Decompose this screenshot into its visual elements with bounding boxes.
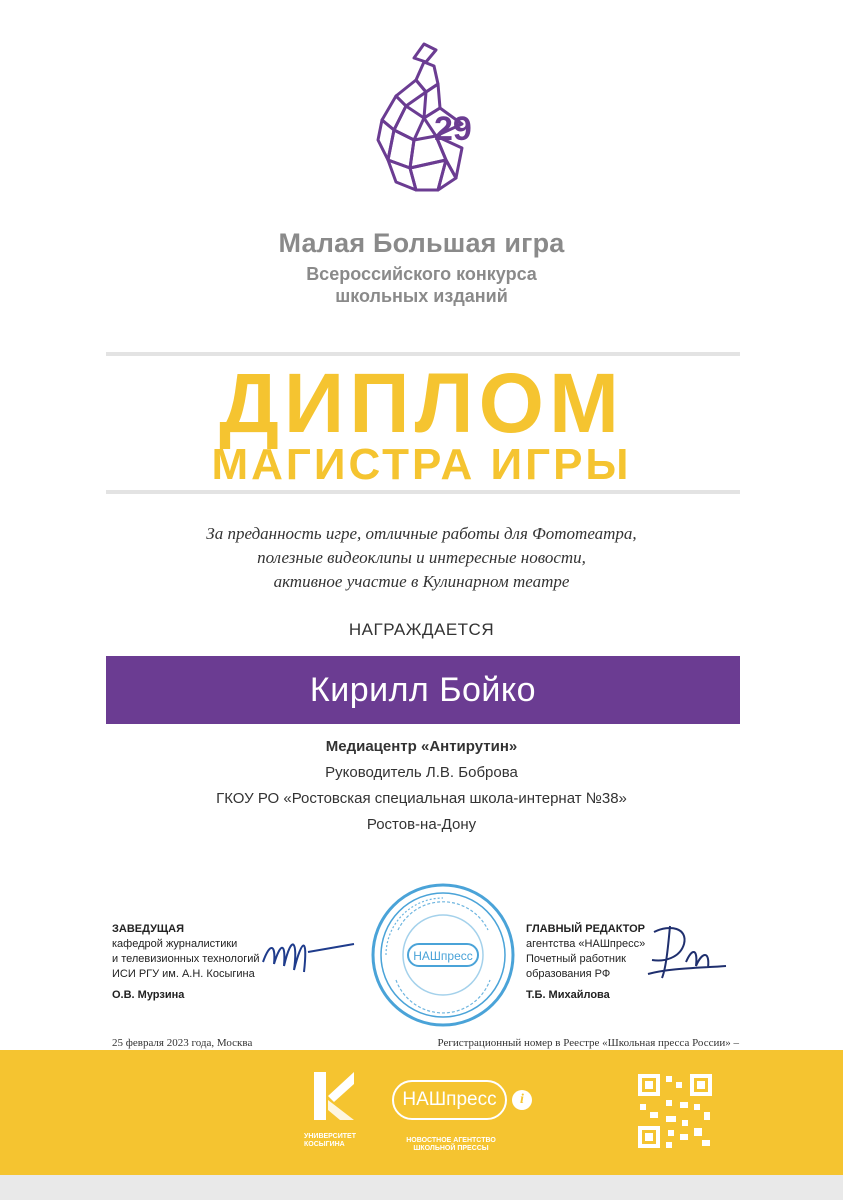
registry-prefix: Регистрационный номер в Реестре «Школьная пресса России» – [437,1037,739,1049]
bottom-divider [106,490,740,494]
logo-number: 29 [434,110,472,148]
organization-leader: Руководитель Л.В. Боброва [325,764,518,781]
reason-line2: полезные видеоклипы и интересные новости, [257,548,586,567]
diploma-title: ДИПЛОМ [219,356,624,450]
left-signatory-line2: кафедрой журналистики [112,938,238,950]
university-line1: УНИВЕРСИТЕТ [304,1133,356,1140]
nashpress-caption [396,1137,506,1153]
left-signatory-line3: и телевизионных технологий [112,953,260,965]
nashpress-logo: НАШпресс [392,1080,507,1120]
left-signatory-title: ЗАВЕДУЩАЯ [112,923,184,935]
stamp-text: НАШпресс [413,949,473,963]
right-signature-icon [640,918,730,988]
info-icon: i [512,1090,532,1110]
diploma-subtitle: МАГИСТРА ИГРЫ [211,440,632,489]
recipient-name: Кирилл Бойко [106,656,740,724]
organization-city: Ростов-на-Дону [366,816,477,833]
right-signatory-line3: Почетный работник [526,953,626,965]
nashpress-line2: ШКОЛЬНОЙ ПРЕССЫ [413,1145,489,1152]
right-signatory-title: ГЛАВНЫЙ РЕДАКТОР [526,923,646,935]
event-title: Малая Большая игра [278,228,565,258]
reason-line1: За преданность игре, отличные работы для Фототеатра, [206,524,637,543]
organization-school: ГКОУ РО «Ростовская специальная школа-интернат №38» [216,790,627,807]
bottom-strip [0,1175,843,1200]
date-place: 25 февраля 2023 года, Москва [112,1037,253,1049]
left-signatory-line4: ИСИ РГУ им. А.Н. Косыгина [112,968,255,980]
pear-logo-icon [366,40,496,200]
event-subtitle-line1: Всероссийского конкурса [306,264,537,284]
organization-name: Медиацентр «Антирутин» [325,738,518,755]
qr-code-icon [636,1072,714,1150]
right-signatory-line2: агентства «НАШпресс» [526,938,646,950]
awarded-label: НАГРАЖДАЕТСЯ [348,620,495,639]
nashpress-line1: НОВОСТНОЕ АГЕНТСТВО [406,1137,496,1144]
agency-stamp-icon [368,880,518,1030]
university-line2: КОСЫГИНА [304,1141,345,1148]
left-signatory-name: О.В. Мурзина [112,989,185,1001]
reason-line3: активное участие в Кулинарном театре [273,572,570,591]
event-subtitle-line2: школьных изданий [335,286,508,306]
university-caption [304,1133,374,1149]
right-signatory-name: Т.Б. Михайлова [526,989,610,1001]
left-signature-icon [258,922,358,982]
award-reason [0,522,843,594]
university-logo-icon [310,1070,360,1125]
right-signatory-line4: образования РФ [526,968,611,980]
left-signatory [112,922,282,1003]
